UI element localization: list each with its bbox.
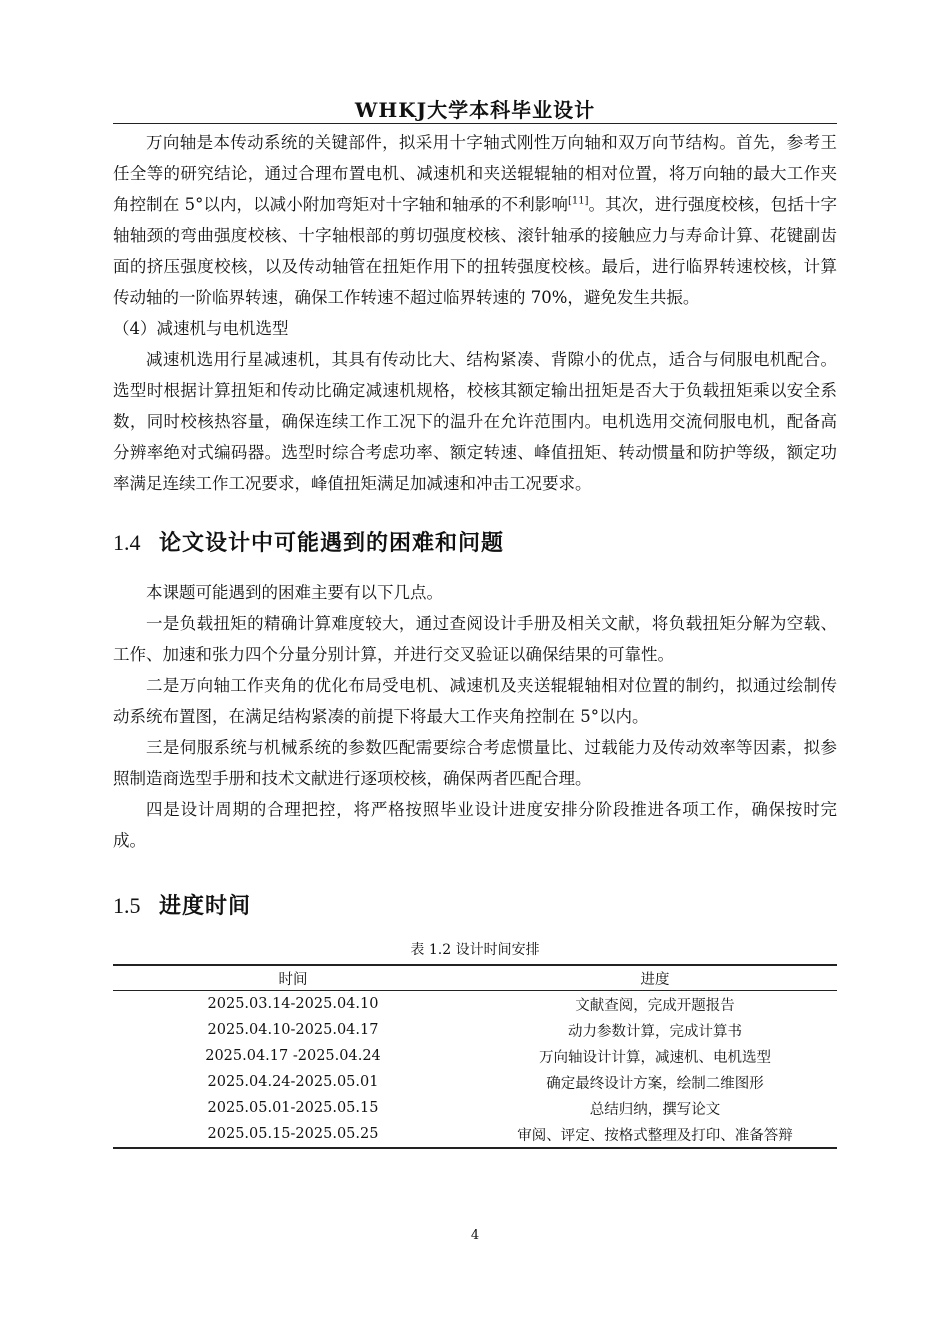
cell-progress: 动力参数计算，完成计算书 (568, 1023, 742, 1040)
section-heading-1-4 (113, 513, 837, 573)
paragraph-universal-shaft (113, 127, 837, 313)
section-number: 1.5 (113, 893, 141, 918)
paragraph-reducer-motor: 减速机选用行星减速机，其具有传动比大、结构紧凑、背隙小的优点，适合与伺服电机配合。选型时根据计算扭矩和传动比确定减速机规格，校核其额定输出扭矩是否大于负载扭矩乘以安全系数，同时校核热容量，确保连续工作工况下的温升在允许范围内。电机选用交流伺服电机，配备高分辨率绝对式编码器。选型时综合考虑功率、额定转速、峰值扭矩、转动惯量和防护等级，额定功率满足连续工作工况要求，峰值扭矩满足加减速和冲击工况要求。 (113, 350, 837, 493)
section-heading-1-5 (113, 876, 837, 936)
cell-progress: 万向轴设计计算，减速机、电机选型 (539, 1049, 771, 1066)
paragraph-text: 。其次，进行强度校核，包括十字轴轴颈的弯曲强度校核、十字轴根部的剪切强度校核、滚针轴承的接触应力与寿命计算、花键副齿面的挤压强度校核，以及传动轴管在扭矩作用下的扭转强度校核。最后，进行临界转速校核，计算传动轴的一阶临界转速，确保工作转速不超过临界转速的 70%，避免发生共振。 (113, 195, 838, 307)
cell-progress: 确定最终设计方案，绘制二维图形 (546, 1075, 764, 1092)
cell-time: 2025.04.10-2025.04.17 (207, 1022, 379, 1038)
table-header-row (113, 965, 837, 991)
header-divider (113, 123, 837, 124)
table-row (113, 1095, 837, 1121)
cell-time: 2025.05.01-2025.05.15 (207, 1100, 379, 1116)
table-caption: 表 1.2 设计时间安排 (410, 942, 540, 958)
column-header-time: 时间 (278, 971, 308, 988)
schedule-table (113, 964, 837, 1149)
table-row (113, 1121, 837, 1148)
section-title: 进度时间 (159, 894, 252, 919)
paragraph: 四是设计周期的合理把控，将严格按照毕业设计进度安排分阶段推进各项工作，确保按时完成。 (113, 800, 837, 850)
page-header: WHKJ大学本科毕业设计 (354, 98, 596, 122)
cell-progress: 总结归纳，撰写论文 (589, 1101, 721, 1118)
table-row (113, 1017, 837, 1043)
citation-ref: [11] (567, 195, 589, 207)
cell-progress: 审阅、评定、按格式整理及打印、准备答辩 (517, 1127, 793, 1144)
section-number: 1.4 (113, 530, 141, 555)
cell-time: 2025.03.14-2025.04.10 (207, 996, 379, 1012)
subheading-reducer-motor: （4）减速机与电机选型 (113, 319, 289, 338)
paragraph: 三是伺服系统与机械系统的参数匹配需要综合考虑惯量比、过载能力及传动效率等因素，拟参照制造商选型手册和技术文献进行逐项校核，确保两者匹配合理。 (113, 738, 837, 788)
paragraph: 二是万向轴工作夹角的优化布局受电机、减速机及夹送辊辊轴相对位置的制约，拟通过绘制传动系统布置图，在满足结构紧凑的前提下将最大工作夹角控制在 5°以内。 (113, 676, 837, 726)
paragraph: 一是负载扭矩的精确计算难度较大，通过查阅设计手册及相关文献，将负载扭矩分解为空载、工作、加速和张力四个分量分别计算，并进行交叉验证以确保结果的可靠性。 (113, 614, 837, 664)
cell-time: 2025.04.24-2025.05.01 (207, 1074, 379, 1090)
table-row (113, 1043, 837, 1069)
paragraph: 本课题可能遇到的困难主要有以下几点。 (146, 583, 443, 602)
table-row (113, 991, 837, 1018)
section-title: 论文设计中可能遇到的困难和问题 (159, 531, 505, 556)
column-header-progress: 进度 (640, 971, 670, 988)
paragraph-text: 万向轴是本传动系统的关键部件，拟采用十字轴式刚性万向轴和双万向节结构。首先，参考王任全等的研究结论，通过合理布置电机、减速机和夹送辊辊轴的相对位置，将万向轴的最大工作夹角控制在 5°以内，以减小附加弯矩对十字轴和轴承的不利影响 (113, 133, 837, 214)
cell-time: 2025.05.15-2025.05.25 (207, 1126, 379, 1142)
table-row (113, 1069, 837, 1095)
page-number: 4 (470, 1228, 480, 1243)
cell-time: 2025.04.17 -2025.04.24 (205, 1048, 381, 1064)
cell-progress: 文献查阅，完成开题报告 (575, 997, 735, 1014)
page-body (113, 127, 837, 1149)
